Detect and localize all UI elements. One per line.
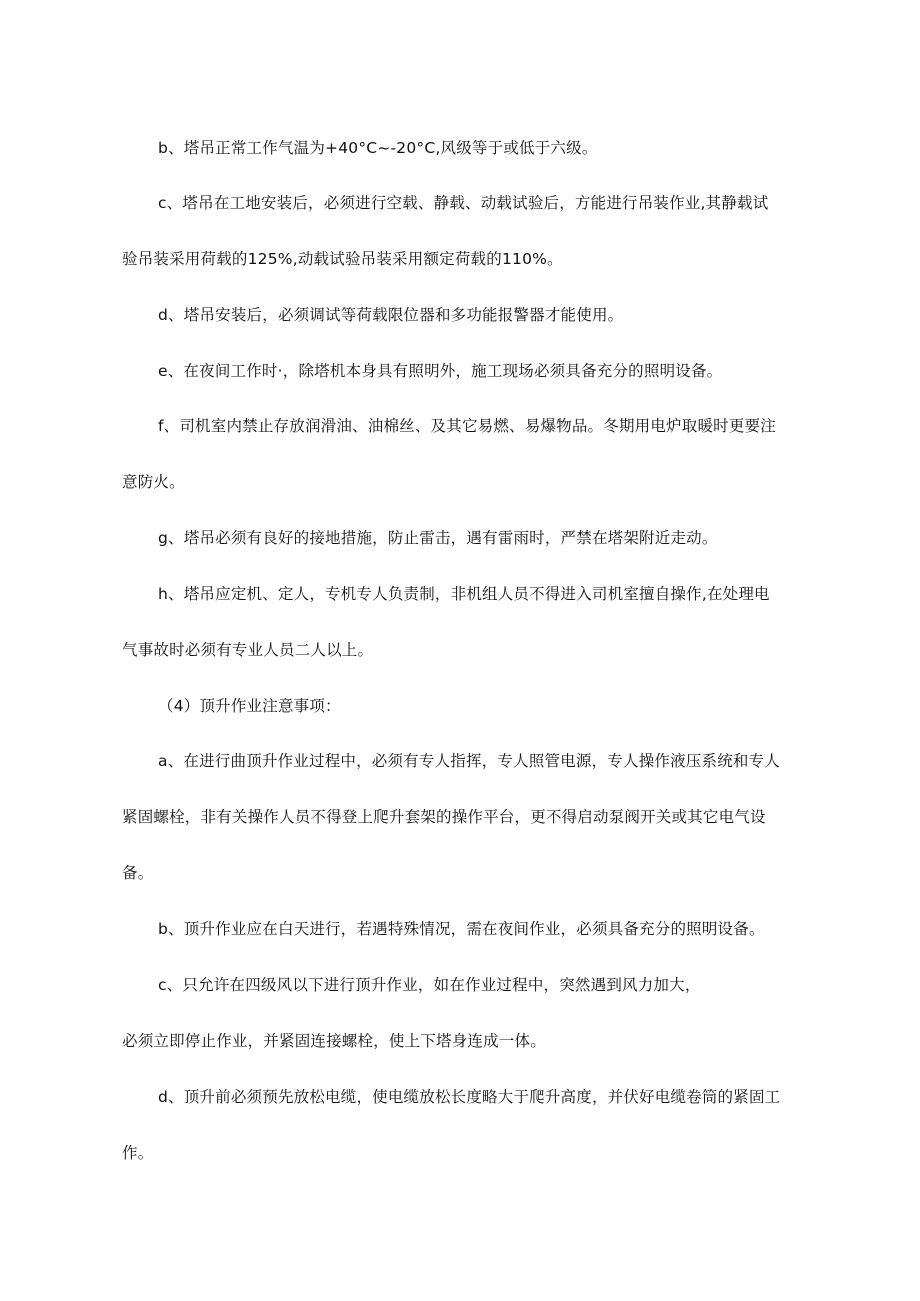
item-c-jacking-wind-line2: 必须立即停止作业，并紧固连接螺栓，使上下塔身连成一体。 [122,1032,546,1050]
item-d-cable-slack-line2: 作。 [122,1144,154,1162]
item-a-jacking-personnel-line2: 紧固螺栓，非有关操作人员不得登上爬升套架的操作平台，更不得启动泵阀开关或其它电气设 [122,808,766,826]
item-d-cable-slack-line1: d、顶升前必须预先放松电缆，使电缆放松长度略大于爬升高度，并伏好电缆卷筒的紧固工 [158,1088,781,1106]
item-d-limiter-alarm: d、塔吊安装后，必须调试等荷载限位器和多功能报警器才能使用。 [158,306,624,324]
item-h-responsibility-line2: 气事故时必须有专业人员二人以上。 [122,641,374,659]
section-heading-jacking-notes: （4）顶升作业注意事项： [158,697,341,715]
item-g-grounding: g、塔吊必须有良好的接地措施，防止雷击，遇有雷雨时，严禁在塔架附近走动。 [158,529,718,547]
item-h-responsibility-line1: h、塔吊应定机、定人，专机专人负责制，非机组人员不得进入司机室擅自操作,在处理电 [158,585,770,603]
item-c-tower-crane-testing-line2: 验吊装采用荷载的125%,动载试验吊装采用额定荷载的110%。 [122,250,563,268]
item-b-jacking-daytime: b、顶升作业应在白天进行，若遇特殊情况，需在夜间作业，必须具备充分的照明设备。 [158,920,765,938]
item-f-cab-fire-safety-line2: 意防火。 [122,473,185,491]
item-e-night-lighting: e、在夜间工作时·，除塔机本身具有照明外，施工现场必须具备充分的照明设备。 [158,362,723,380]
item-a-jacking-personnel-line3: 备。 [122,864,154,882]
item-a-jacking-personnel-line1: a、在进行曲顶升作业过程中，必须有专人指挥，专人照管电源，专人操作液压系统和专人 [158,752,781,770]
item-c-tower-crane-testing-line1: c、塔吊在工地安装后，必须进行空载、静载、动载试验后，方能进行吊装作业,其静载试 [158,194,769,212]
item-b-tower-crane-temperature: b、塔吊正常工作气温为+40°C~-20°C,风级等于或低于六级。 [158,139,598,157]
item-f-cab-fire-safety-line1: f、司机室内禁止存放润滑油、油棉丝、及其它易燃、易爆物品。冬期用电炉取暖时更要注 [158,417,776,435]
item-c-jacking-wind-line1: c、只允许在四级风以下进行顶升作业，如在作业过程中，突然遇到风力加大， [158,976,701,994]
